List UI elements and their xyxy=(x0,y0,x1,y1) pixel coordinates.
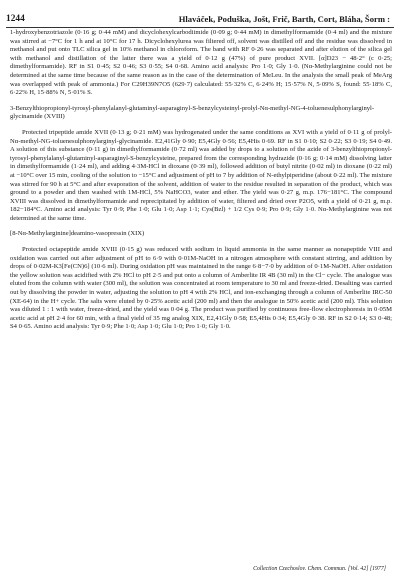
section-heading-xviii: 3-Benzylthiopropionyl-tyrosyl-phenylalanyl-glutaminyl-asparaginyl-S-benzylcysteinyl-prolyl-Nα-methyl-NG-4-toluenesulphonylarginyl-glycinamide (XVIII) xyxy=(10,104,375,121)
page-header xyxy=(6,12,390,28)
page-number: 1244 xyxy=(6,14,25,24)
header-rule xyxy=(6,27,394,28)
paragraph-xvii-synthesis: 1-hydroxybenzotriazole (0·16 g; 0·44 mM) and dicyclohexylcarbodiimide (0·09 g; 0·44 mM) in dimethylformamide (0·4 ml) and the mixture was stirred at −7°C for 1 h and at 10°C for 17 h. Dicyclohexylurea was filtered off, solvent was distilled off and the residue was dissolved in methanol and put onto TLC silica gel in 10% methanol in chloroform. The band with RF 0·26 was separated and after elution of the silica gel with methanol and distillation of the latter there was a yield of 0·12 g (47%) of pure product XVII. [α]D23 − 48·2° (c 0·25; dimethylformamide). RF in S1 0·45; S2 0·46; S3 0·55; S4 0·68. Amino acid analysis: Pro 1·0; Gly 1·0. (Nα-Methylarginine could not be determined at the same time because of the same reason as in the case of the determination of MeLeu. In the analysis the small peak of MeArg was overlapped with peak of ammonia.) For C29H39N7O5 (629·7) calculated: 55·32% C, 6·24% H; 15·57% N, 5·09% S, found: 55·18% C, 6·22% H, 15·88% N, 5·01% S. xyxy=(10,29,392,97)
paragraph-xix-synthesis: Protected octapeptide amide XVIII (0·15 g) was reduced with sodium in liquid ammonia in the same manner as nonapeptide VIII and oxidation was carried out after adjustment of pH to 6·9 with 0·01M-NaOH in a nitrogen atmosphere with constant stirring, and addition by drops of 0·02M-K3[Fe(CN)6] (10·6 ml). During oxidation pH was maintained in the range 6·8−7·0 by addition of 0·1M-NaOH. After oxidation the yellow solution was acidified with 2% HCl to pH 2·5 and put onto a column of Amberlite IR 4B (30 ml) in the Cl− cycle. The analogue was eluted from the column with water (300 ml), the solution was concentrated at room temperature to 30 ml and freeze-dried. Desalting was carried out by dissolving the powder in water, adjusting the solution to pH 4 with 2% HCl, and ion-exchanging through a column of Amberlite IRC-50 (XE-64) in the H+ cycle. The salts were eluted by 0·25% acetic acid (200 ml) and then the analogue in 50% acetic acid (200 ml). This solution was diluted 1 : 1 with water, freeze-dried, and the yield was 0·04 g. The product was purified by continuous free-flow electrophoresis in 0·05M acetic acid at pH 2·4 for 60 min, with a final yield of 35 mg analog XIX, E2,41Gly 0·58; E5,4His 0·34; E5,4Gly 0·38. RF in S2 0·14; S3 0·48; S4 0·65. Amino acid analysis: Tyr 0·9; Phe 1·0; Asp 1·0; Glu 1·0; Pro 1·0; Gly 1·0. xyxy=(10,246,392,331)
running-head-authors: Hlaváček, Poduška, Jošt, Frič, Barth, Cort, Bláha, Šorm : xyxy=(178,14,390,24)
section-heading-xix: [8-Nα-Methylarginine]deamino-vasopressin (XIX) xyxy=(10,230,145,238)
article-body xyxy=(10,29,392,339)
journal-footer: Collection Czechoslov. Chem. Commun. [Vol. 42] [1977] xyxy=(253,566,386,572)
paragraph-xviii-synthesis: Protected tripeptide amide XVII (0·13 g; 0·21 mM) was hydrogenated under the same conditions as XVI with a yield of 0·11 g of prolyl-Nα-methyl-NG-toluenesulphonylarginyl-glycinamide. E2,41Gly 0·90; E5,4Gly 0·56; E5,4His 0·69. RF in S1 0·10; S2 0·22; S3 0·19; S4 0·49. A solution of this substance (0·11 g) in dimethylformamide (0·72 ml) was added by drops to a solution of the azide of 3-benzylthiopropionyl-tyrosyl-phenylalanyl-glutaminyl-asparaginyl-S-benzylcysteine, prepared from the corresponding hydrazide (0·16 g; 0·14 mM) dissolving latter in dimethylformamide (1·24 ml), and adding 4·3M-HCl in dioxane (0·39 ml), followed addition of butyl nitrite (0·02 ml) in dioxane (0·22 ml) at −10°C over 15 min, cooling of the solution to −15°C and adjustment of pH to 7 by addition of N-ethylpiperidine (about 0·22 ml). The mixture was stirred for 90 h at 5°C and after evaporation of the solvent, addition of water to the residue resulted in separation of the product, which was ground to a powder and then washed with 1M-HCl, 5% NaHCO3, water and ether. The yield was 0·27 g, m.p. 176−181°C. The compound XVIII was dissolved in dimethylformamide and reprecipitated by addition of water, filtered and dried over P2O5, with a yield of 0·21 g, m.p. 182−184°C. Amino acid analysis: Tyr 0·9; Phe 1·0; Glu 1·0; Asp 1·1; Cys(Bzl) + 1/2 Cys 0·9; Pro 0·9; Gly 1·0. Nα-Methylarginine was not determined at the same time. xyxy=(10,128,392,222)
